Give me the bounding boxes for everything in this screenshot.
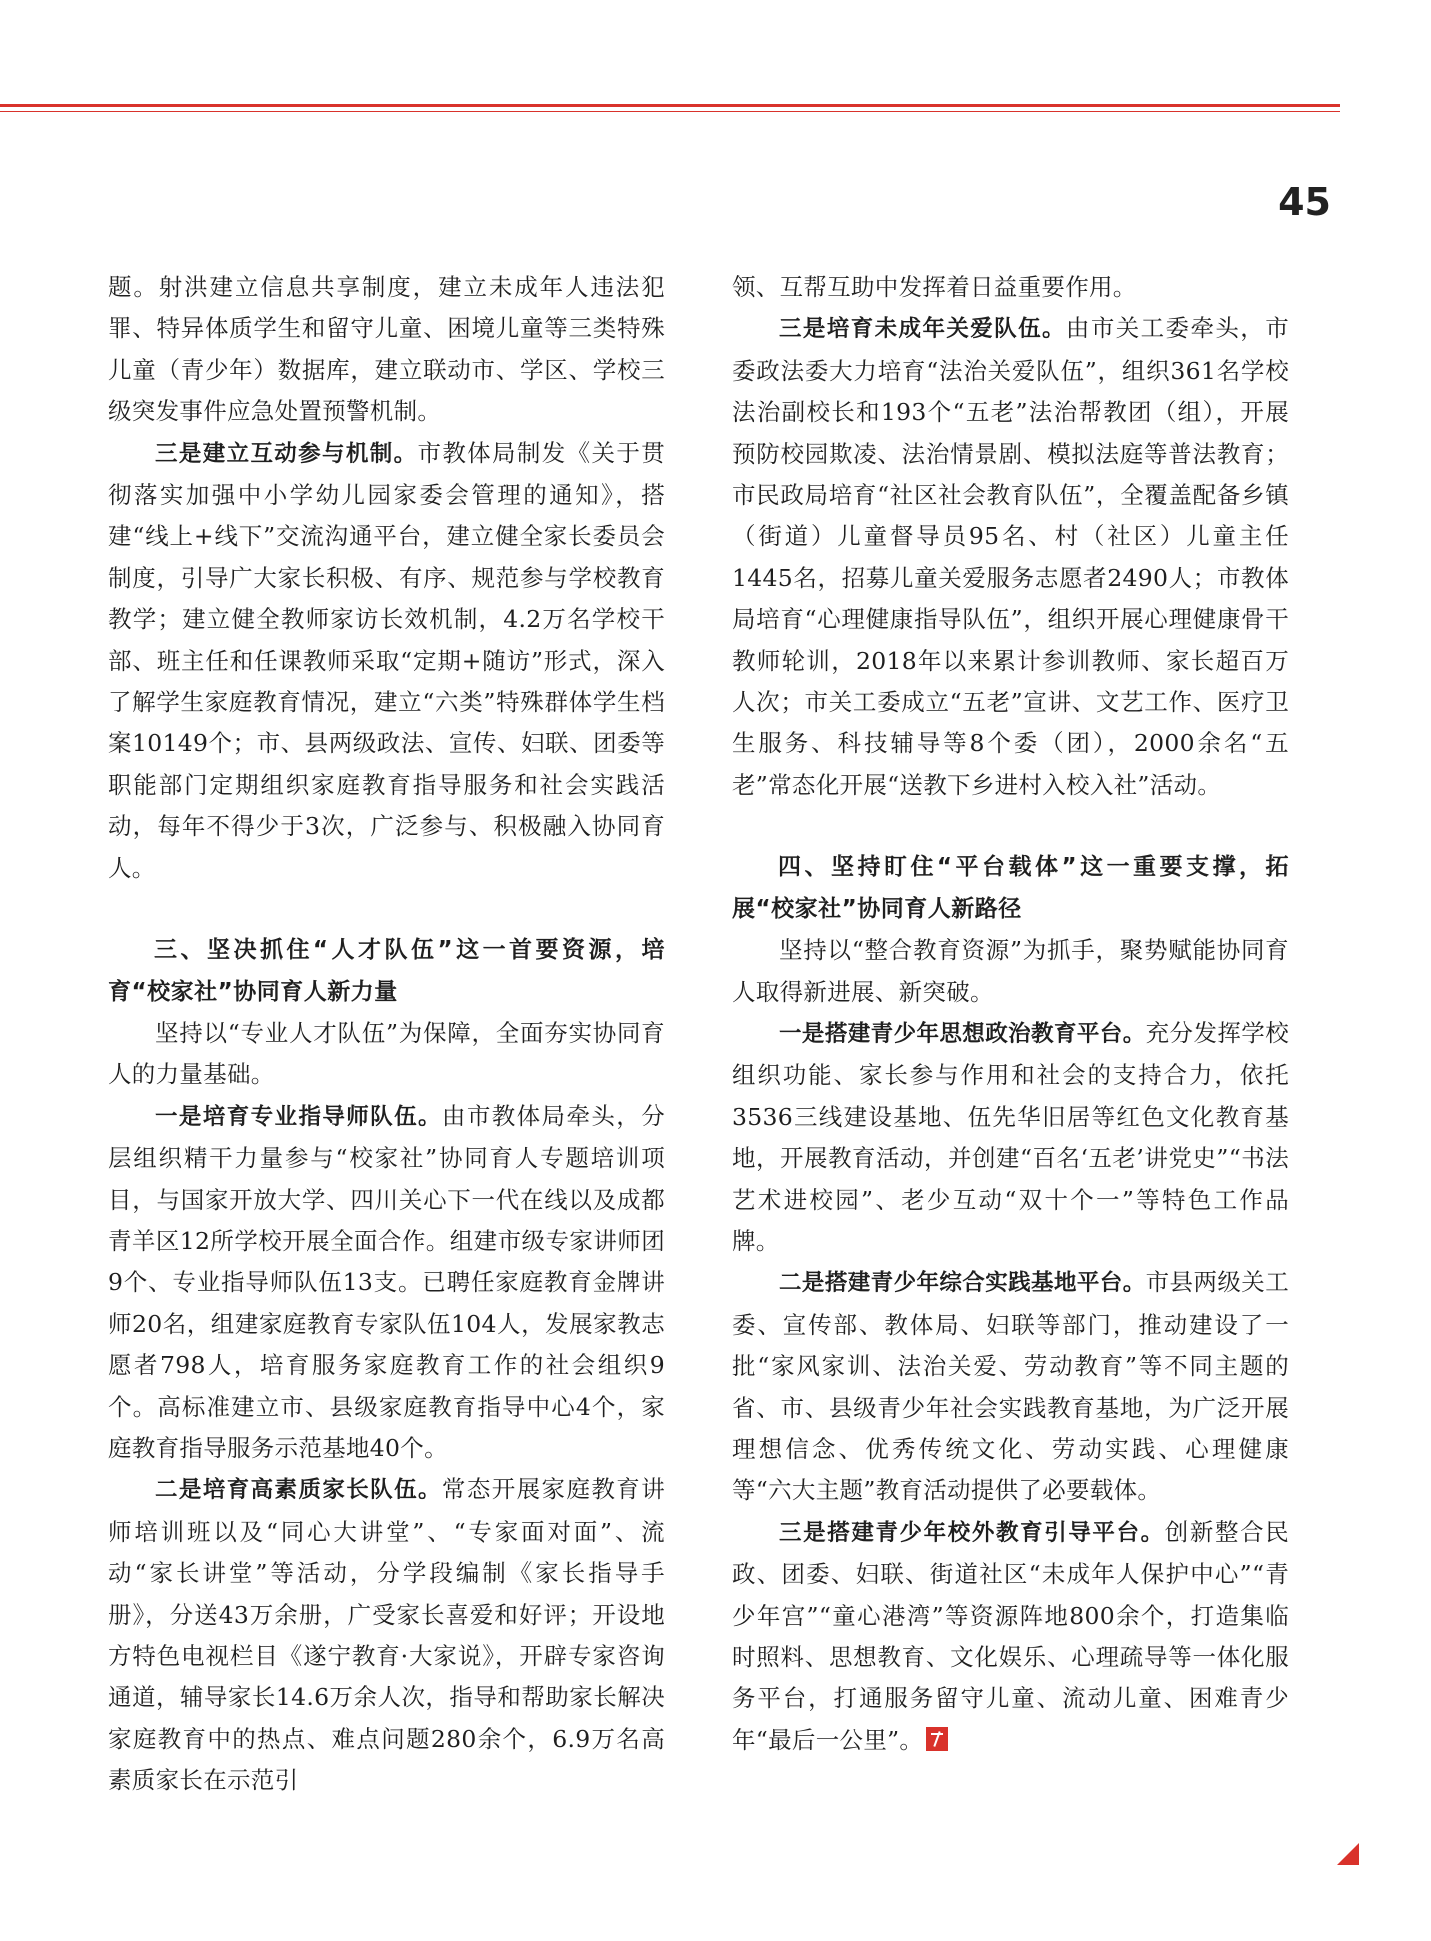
right-paragraph-6-body: 创新整合民政、团委、妇联、街道社区“未成年人保护中心”“青少年宫”“童心港湾”等资源阵地800余个，打造集临时照料、思想教育、文化娱乐、心理疏导等一体化服务平台，打通服务留守儿童、流动儿童、困难青少年“最后一公里”。 (732, 1517, 1290, 1754)
section-gap (732, 806, 1289, 847)
left-paragraph-5 (108, 1469, 665, 1801)
left-paragraph-5-body: 常态开展家庭教育讲师培训班以及“同心大讲堂”、“专家面对面”、流动“家长讲堂”等活动，分学段编制《家长指导手册》，分送43万余册，广受家长喜爱和好评；开设地方特色电视栏目《遂宁教育·大家说》，开辟专家咨询通道，辅导家长14.6万余人次，指导和帮助家长解决家庭教育中的热点、难点问题280余个，6.9万名高素质家长在示范引 (108, 1475, 665, 1795)
right-paragraph-2-body: 由市关工委牵头，市委政法委大力培育“法治关爱队伍”，组织361名学校法治副校长和193个“五老”法治帮教团（组），开展预防校园欺凌、法治情景剧、模拟法庭等普法教育；市民政局培育“社区社会教育队伍”，全覆盖配备乡镇（街道）儿童督导员95名、村（社区）儿童主任1445名，招募儿童关爱服务志愿者2490人；市教体局培育“心理健康指导队伍”，组织开展心理健康骨干教师轮训，2018年以来累计参训教师、家长超百万人次；市关工委成立“五老”宣讲、文艺工作、医疗卫生服务、科技辅导等8个委（团），2000余名“五老”常态化开展“送教下乡进村入校入社”活动。 (732, 314, 1289, 799)
right-paragraph-4-body: 充分发挥学校组织功能、家长参与作用和社会的支持合力，依托3536三线建设基地、伍先华旧居等红色文化教育基地，开展教育活动，并创建“百名‘五老’讲党史”“书法艺术进校园”、老少互动“双十个一”等特色工作品牌。 (732, 1018, 1289, 1255)
corner-triangle-icon (1337, 1843, 1359, 1865)
right-paragraph-5-lead: 二是搭建青少年综合实践基地平台。 (779, 1270, 1146, 1297)
left-paragraph-4-lead: 一是培育专业指导师队伍。 (155, 1103, 442, 1130)
right-paragraph-2-lead: 三是培育未成年关爱队伍。 (779, 316, 1066, 343)
header-rule-thick (0, 104, 1340, 107)
left-paragraph-3: 坚持以“专业人才队伍”为保障，全面夯实协同育人的力量基础。 (108, 1018, 665, 1089)
right-paragraph-5 (732, 1262, 1289, 1511)
end-of-article-mark-icon (926, 1727, 948, 1751)
left-column (108, 267, 665, 1802)
section-heading-3: 三、坚决抓住“人才队伍”这一首要资源，培育“校家社”协同育人新力量 (108, 937, 665, 1005)
right-paragraph-2 (732, 308, 1289, 806)
left-paragraph-5-lead: 二是培育高素质家长队伍。 (155, 1477, 442, 1504)
right-paragraph-1: 领、互帮互助中发挥着日益重要作用。 (732, 273, 1137, 301)
right-paragraph-6 (732, 1512, 1289, 1761)
left-paragraph-2 (108, 433, 665, 889)
right-paragraph-4 (732, 1013, 1289, 1262)
right-paragraph-3: 坚持以“整合教育资源”为抓手，聚势赋能协同育人取得新进展、新突破。 (732, 936, 1289, 1006)
left-paragraph-2-body: 市教体局制发《关于贯彻落实加强中小学幼儿园家委会管理的通知》，搭建“线上+线下”交流沟通平台，建立健全家长委员会制度，引导广大家长积极、有序、规范参与学校教育教学；建立健全教师家访长效机制，4.2万名学校干部、班主任和任课教师采取“定期+随访”形式，深入了解学生家庭教育情况，建立“六类”特殊群体学生档案10149个；市、县两级政法、宣传、妇联、团委等职能部门定期组织家庭教育指导服务和社会实践活动，每年不得少于3次，广泛参与、积极融入协同育人。 (108, 438, 666, 882)
left-paragraph-2-lead: 三是建立互动参与机制。 (155, 440, 418, 467)
section-gap (108, 889, 665, 930)
left-paragraph-1: 题。射洪建立信息共享制度，建立未成年人违法犯罪、特异体质学生和留守儿童、困境儿童等三类特殊儿童（青少年）数据库，建立联动市、学区、学校三级突发事件应急处置预警机制。 (108, 273, 665, 426)
right-paragraph-5-body: 市县两级关工委、宣传部、教体局、妇联等部门，推动建设了一批“家风家训、法治关爱、劳动教育”等不同主题的省、市、县级青少年社会实践教育基地，为广泛开展理想信念、优秀传统文化、劳动实践、心理健康等“六大主题”教育活动提供了必要载体。 (732, 1268, 1289, 1505)
right-column (732, 267, 1289, 1761)
left-paragraph-4-body: 由市教体局牵头，分层组织精干力量参与“校家社”协同育人专题培训项目，与国家开放大学、四川关心下一代在线以及成都青羊区12所学校开展全面合作。组建市级专家讲师团9个、专业指导师队伍13支。已聘任家庭教育金牌讲师20名，组建家庭教育专家队伍104人，发展家教志愿者798人，培育服务家庭教育工作的社会组织9个。高标准建立市、县级家庭教育指导中心4个，家庭教育指导服务示范基地40个。 (108, 1101, 665, 1462)
right-paragraph-6-lead: 三是搭建青少年校外教育引导平台。 (779, 1519, 1165, 1546)
header-rule-thin (0, 111, 1340, 112)
right-paragraph-4-lead: 一是搭建青少年思想政治教育平台。 (779, 1020, 1146, 1047)
left-paragraph-4 (108, 1096, 665, 1470)
page-number: 45 (1278, 180, 1331, 224)
section-heading-4: 四、坚持盯住“平台载体”这一重要支撑，拓展“校家社”协同育人新路径 (732, 854, 1289, 922)
